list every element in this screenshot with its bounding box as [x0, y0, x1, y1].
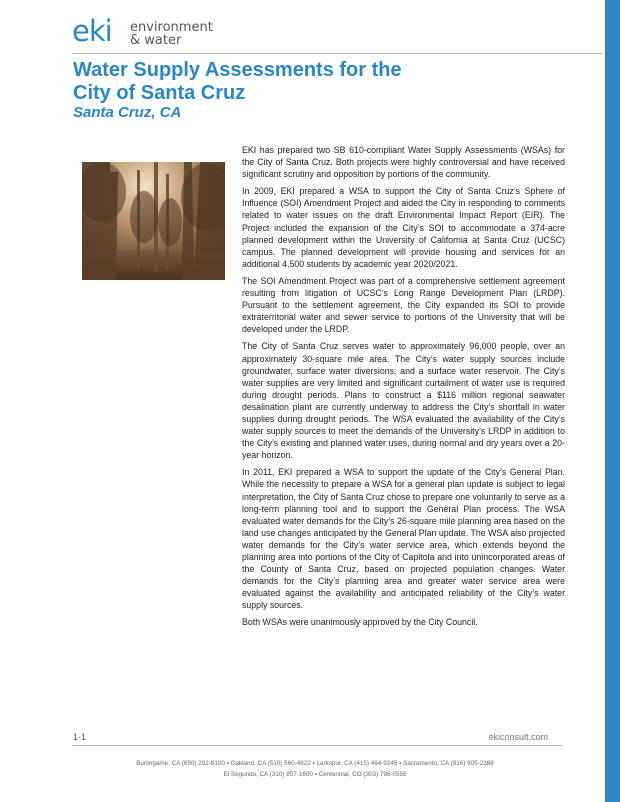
redwood-forest-photo — [82, 162, 225, 280]
footer-divider — [72, 745, 562, 746]
logo-line-1: environment — [130, 20, 213, 35]
article-body — [242, 144, 565, 634]
paragraph: In 2011, EKI prepared a WSA to support the update of the City’s General Plan. While the necessity to prepare a WSA for a general plan update is subject to legal interpretation, the City of Santa Cruz chose to prepare one voluntarily to serve as a long-term planning tool and to support the General Plan process. The WSA evaluated water demands for the City’s 26-square mile planning area based on the land use changes anticipated by the General Plan update. The WSA also projected water demands for the City’s water service area, which extends beyond the planning area into portions of the City of Capitola and into unincorporated areas of the County of Santa Cruz, based on projected population changes. Water demands for the City’s planning area and greater water service area were evaluated against the availability and anticipated reliability of the City’s water supply sources. — [242, 467, 565, 611]
website-link[interactable]: ekiconsult.com — [488, 732, 548, 742]
page-title — [73, 59, 402, 105]
logo-line-2: & water — [130, 33, 182, 48]
header-divider — [72, 53, 602, 54]
logo-mark: eki — [72, 14, 112, 48]
title-line-1: Water Supply Assessments for the — [73, 59, 402, 81]
footer-offices-line-2: El Segundo, CA (310) 857-1600 ▪ Centennial, CO (303) 796-0556 — [223, 771, 407, 778]
right-accent-bar — [605, 0, 620, 802]
location-subtitle: Santa Cruz, CA — [73, 104, 182, 121]
paragraph: EKI has prepared two SB 610-compliant Water Supply Assessments (WSAs) for the City of Santa Cruz. Both projects were highly controversial and have received significant scrutiny and opposition by portions of the community. — [242, 145, 565, 180]
logo-text — [130, 21, 213, 47]
paragraph: Both WSAs were unanimously approved by the City Council. — [242, 617, 478, 628]
page-number: 1-1 — [73, 732, 87, 742]
paragraph: The SOI Amendment Project was part of a comprehensive settlement agreement resulting from litigation of UCSC’s Long Range Development Plan (LRDP). Pursuant to the settlement agreement, the City expanded its SOI to provide extraterritorial water and sewer service to portions of the University that will be developed under the LRDP. — [242, 275, 565, 335]
title-line-2: City of Santa Cruz — [73, 82, 246, 104]
paragraph: The City of Santa Cruz serves water to approximately 96,000 people, over an approximately 30-square mile area. The City’s water supply sources include groundwater, surface water diversions, and a surface water reservoir. The City’s water supplies are very limited and significant curtailment of water use is required during drought periods. Plans to construct a $116 million regional seawater desalination plant are currently underway to address the City’s shortfall in water supplies during drought periods. The WSA evaluated the availability of the City’s water supply sources to meet the demands of the University’s LRDP in addition to the City’s existing and planned water uses, during normal and dry years over a 20-year horizon. — [242, 341, 565, 461]
footer-offices-line-1: Burlingame, CA (650) 292-9100 ▪ Oakland, CA (510) 560-4822 ▪ Larkspur, CA (415) 464-9245 ▪ Sacramento, CA (916) 905-2388 — [136, 760, 494, 767]
paragraph: In 2009, EKI prepared a WSA to support the City of Santa Cruz’s Sphere of Influence (SOI) Amendment Project and aided the City in responding to comments related to water issues on the draft Environmental Impact Report (EIR). The Project included the expansion of the City’s SOI to accommodate a 374-acre planned development within the University of California at Santa Cruz (UCSC) campus. The planned development will provide housing and services for an additional 4,500 students by academic year 2020/2021. — [242, 186, 565, 269]
